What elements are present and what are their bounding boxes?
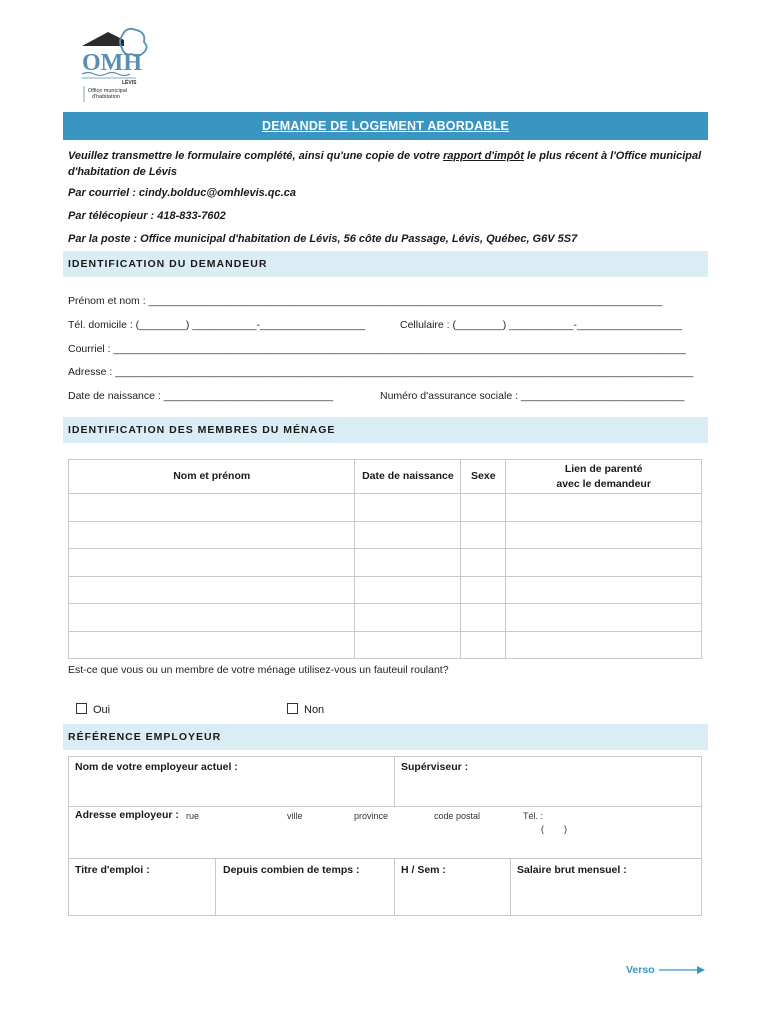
supervisor-label: Supérviseur : [401,761,469,773]
table-cell[interactable] [355,521,461,549]
household-members-table [68,459,702,659]
wheelchair-no-option[interactable] [287,703,324,716]
logo-city: LÉVIS [122,80,137,86]
email-instruction: Par courriel : cindy.bolduc@omhlevis.qc.ca [68,187,296,199]
title-bar [63,112,708,140]
hours-label: H / Sem : [401,864,446,876]
table-row [69,631,702,659]
table-cell[interactable] [69,521,355,549]
email-field[interactable]: Courriel : __________________________________________________________________________________________________ [68,343,686,355]
fax-instruction: Par télécopieur : 418-833-7602 [68,210,226,222]
section-household-title: IDENTIFICATION DES MEMBRES DU MÉNAGE [68,424,336,436]
table-cell[interactable] [506,549,702,577]
no-checkbox[interactable] [287,703,298,714]
table-row [69,576,702,604]
logo-line2: d'habitation [92,94,120,100]
section-employer-title: RÉFÉRENCE EMPLOYEUR [68,731,222,743]
table-cell[interactable] [355,576,461,604]
table-cell[interactable] [69,631,355,659]
intro-text-before: Veuillez transmettre le formulaire complété, ainsi qu'une copie de votre [68,150,444,162]
section-employer [63,724,708,750]
table-cell[interactable] [355,604,461,632]
sin-field[interactable]: Numéro d'assurance sociale : ____________________________ [380,390,685,402]
street-label: rue [186,811,200,821]
table-cell[interactable] [461,631,506,659]
section-applicant [63,251,708,277]
table-row [69,521,702,549]
postal-code-label: code postal [434,811,481,821]
yes-label: Oui [93,704,111,716]
col-relation-header [506,460,702,494]
verso-label: Verso [626,964,655,976]
duration-label: Depuis combien de temps : [223,864,360,876]
mail-instruction: Par la poste : Office municipal d'habitation de Lévis, 56 côte du Passage, Lévis, Québec, G6V 5S7 [68,233,578,245]
birthdate-field[interactable]: Date de naissance : _____________________________ [68,390,334,402]
table-row [69,549,702,577]
table-cell[interactable] [506,604,702,632]
table-cell[interactable] [506,494,702,522]
table-cell[interactable] [69,494,355,522]
home-phone-field[interactable]: Tél. domicile : (________) ___________-__________________ [68,319,366,331]
col-relation-line2: avec le demandeur [556,477,651,490]
intro-text-after: le plus récent à l'Office municipal d'habitation de Lévis [68,150,702,178]
employer-address-label: Adresse employeur : [75,809,179,821]
col-birth-header: Date de naissance [355,460,461,494]
arrow-right-icon [659,966,705,974]
table-cell[interactable] [355,631,461,659]
intro-instructions [68,148,708,180]
no-label: Non [304,704,325,716]
table-row [69,604,702,632]
city-label: ville [287,811,303,821]
table-cell[interactable] [461,494,506,522]
col-relation-line1: Lien de parenté [564,462,643,475]
table-row [69,494,702,522]
table-cell[interactable] [461,576,506,604]
verso-link[interactable] [626,964,705,976]
col-sex-header: Sexe [461,460,506,494]
col-name-header: Nom et prénom [69,460,355,494]
table-cell[interactable] [461,604,506,632]
logo-line1: Office municipal [88,88,128,94]
table-cell[interactable] [69,549,355,577]
salary-label: Salaire brut mensuel : [517,864,627,876]
table-header-row [69,460,702,494]
tax-report-link: rapport d'impôt [443,150,524,162]
wheelchair-question: Est-ce que vous ou un membre de votre ménage utilisez-vous un fauteuil roulant? [68,664,449,676]
table-cell[interactable] [506,576,702,604]
name-field[interactable]: Prénom et nom : ________________________________________________________________________________________ [68,295,663,307]
employer-phone-area: ( ) [541,824,567,834]
yes-checkbox[interactable] [76,703,87,714]
table-cell[interactable] [355,494,461,522]
employer-name-label: Nom de votre employeur actuel : [75,761,238,773]
table-cell[interactable] [69,604,355,632]
section-household [63,417,708,443]
omh-logo [78,26,150,106]
province-label: province [354,811,389,821]
table-cell[interactable] [461,521,506,549]
employer-phone-label: Tél. : [523,811,544,821]
table-cell[interactable] [461,549,506,577]
table-cell[interactable] [506,521,702,549]
page-title: DEMANDE DE LOGEMENT ABORDABLE [261,119,509,133]
section-applicant-title: IDENTIFICATION DU DEMANDEUR [68,258,268,270]
cell-phone-field[interactable]: Cellulaire : (________) ___________-__________________ [400,319,682,331]
logo-text: OMH [82,50,142,76]
table-cell[interactable] [355,549,461,577]
address-field[interactable]: Adresse : ___________________________________________________________________________________________________ [68,366,694,378]
wheelchair-yes-option[interactable] [76,703,110,716]
table-cell[interactable] [69,576,355,604]
table-cell[interactable] [506,631,702,659]
job-title-label: Titre d'emploi : [75,864,150,876]
